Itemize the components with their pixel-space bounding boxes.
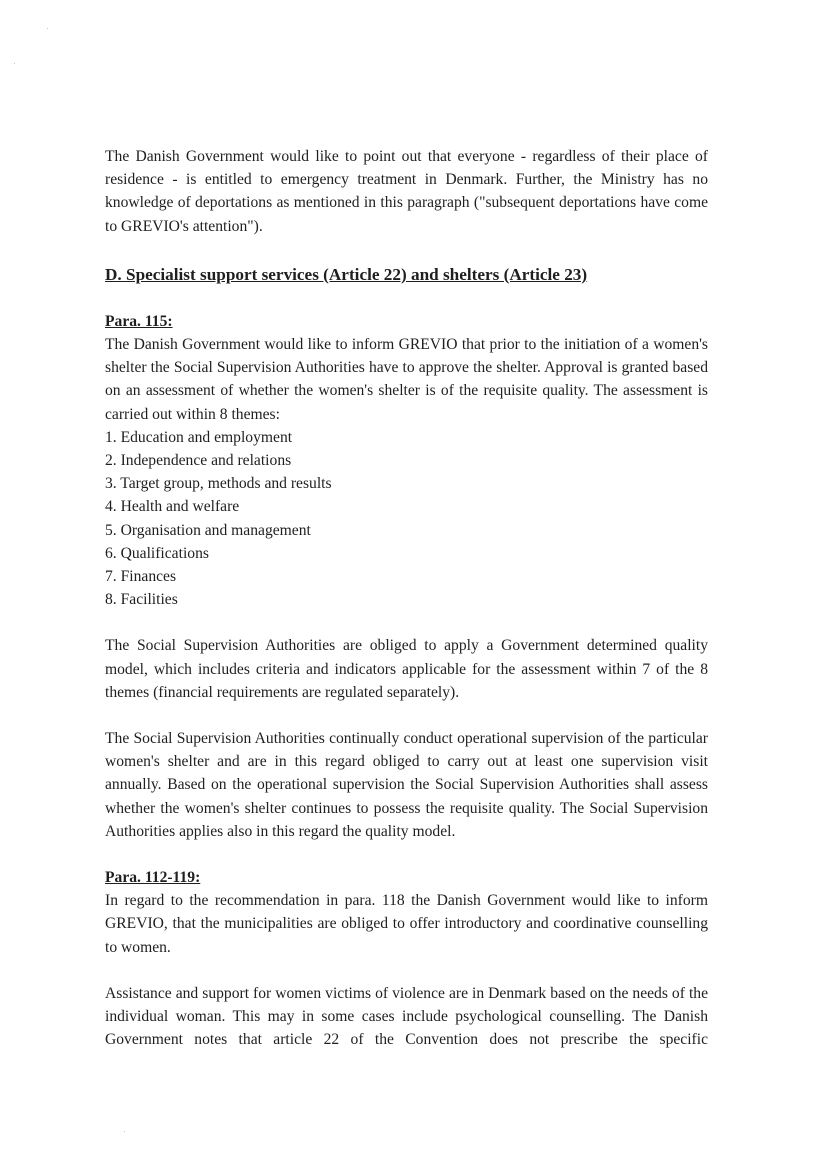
theme-item: 8. Facilities <box>105 591 178 609</box>
theme-item: 1. Education and employment <box>105 428 293 446</box>
para-115-body: The Danish Government would like to inform GREVIO that prior to the initiation of a women's shelter the Social Supervision Authorities have to approve the shelter. Approval is granted based on an assessment of whether the women's shelter is of the requisite quality. The assessment is carried out within 8 themes: <box>105 336 708 423</box>
scan-speck <box>124 1131 125 1132</box>
theme-item: 4. Health and welfare <box>105 498 240 516</box>
para-112-119-body: In regard to the recommendation in para. 118 the Danish Government would like to inform GREVIO, that the municipalities are obliged to offer introductory and coordinative counselling to women. <box>105 892 708 956</box>
section-heading: D. Specialist support services (Article 22) and shelters (Article 23) <box>105 264 588 284</box>
supervision-paragraph: The Social Supervision Authorities continually conduct operational supervision of the particular women's shelter and are in this regard obliged to carry out at least one supervision visit annually. Based on the operational supervision the Social Supervision Authorities shall assess whether the women's shelter continues to possess the requisite quality. The Social Supervision Authorities applies also in this regard the quality model. <box>105 730 708 840</box>
assistance-paragraph: Assistance and support for women victims of violence are in Denmark based on the needs of the individual woman. This may in some cases include psychological counselling. The Danish Government notes that article 22 of the Convention does not prescribe the specific <box>105 984 708 1049</box>
para-112-119-heading: Para. 112-119: <box>105 869 201 887</box>
para-115-heading: Para. 115: <box>105 312 173 330</box>
intro-paragraph: The Danish Government would like to point out that everyone - regardless of their place of residence - is entitled to emergency treatment in Denmark. Further, the Ministry has no knowledge of deportations as mentioned in this paragraph ("subsequent deportations have come to GREVIO's attention"). <box>105 148 708 235</box>
theme-item: 3. Target group, methods and results <box>105 475 332 493</box>
document-body <box>105 145 708 1052</box>
theme-item: 5. Organisation and management <box>105 521 311 539</box>
themes-list <box>105 426 708 612</box>
theme-item: 2. Independence and relations <box>105 452 292 470</box>
theme-item: 6. Qualifications <box>105 544 209 562</box>
theme-item: 7. Finances <box>105 568 177 586</box>
quality-model-paragraph: The Social Supervision Authorities are obliged to apply a Government determined quality model, which includes criteria and indicators applicable for the assessment within 7 of the 8 themes (financial requirements are regulated separately). <box>105 637 708 701</box>
scan-speck <box>14 63 15 64</box>
scan-speck <box>47 28 48 29</box>
